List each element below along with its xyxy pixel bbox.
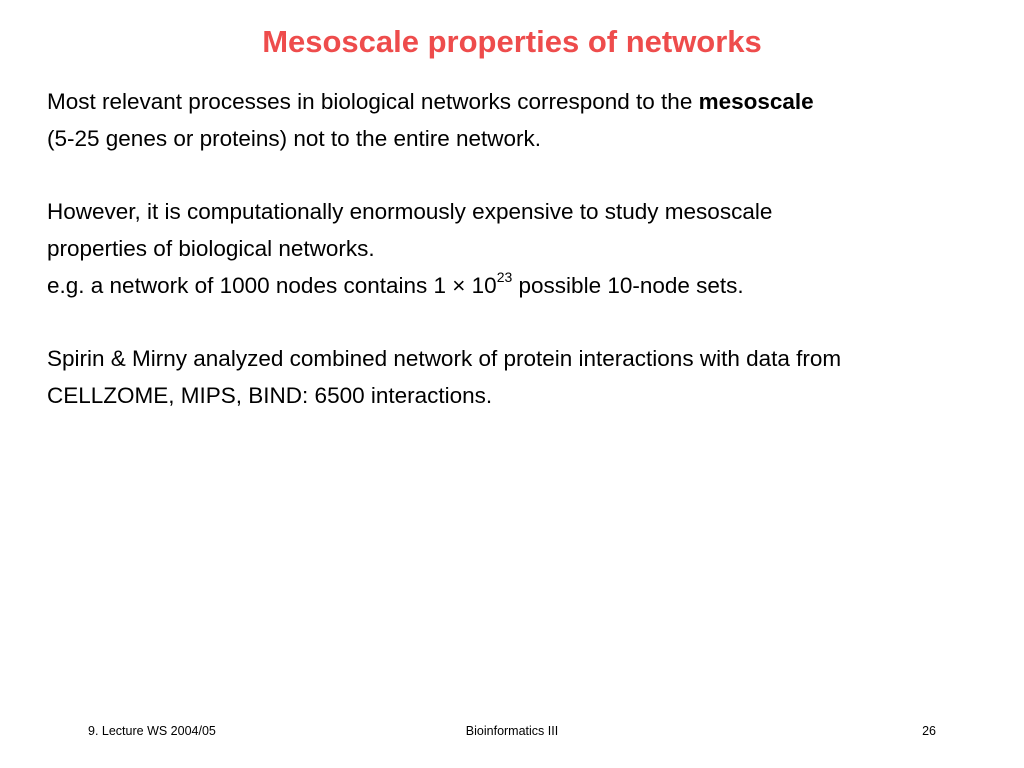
paragraph-line-example — [47, 268, 987, 305]
exponent: 23 — [496, 269, 513, 285]
paragraph-line: properties of biological networks. — [47, 235, 375, 261]
paragraph-line: However, it is computationally enormously expensive to study mesoscale — [47, 199, 773, 225]
footer-course-title: Bioinformatics III — [465, 724, 559, 738]
paragraph-line: Spirin & Mirny analyzed combined network of protein interactions with data from — [47, 345, 842, 371]
footer-page-number: 26 — [922, 724, 936, 738]
slide-body — [47, 84, 987, 414]
times-symbol: × — [452, 272, 466, 298]
footer-lecture-info: 9. Lecture WS 2004/05 — [88, 724, 216, 738]
text-run: e.g. a network of 1000 nodes contains 1 — [47, 272, 453, 298]
paragraph-line — [47, 84, 987, 121]
paragraph-line: (5-25 genes or proteins) not to the entire network. — [47, 125, 542, 151]
paragraph-line: CELLZOME, MIPS, BIND: 6500 interactions. — [47, 382, 493, 408]
slide-title: Mesoscale properties of networks — [262, 24, 762, 59]
text-run: Most relevant processes in biological networks correspond to the — [47, 89, 699, 114]
bold-term-mesoscale: mesoscale — [698, 89, 814, 114]
paragraph-spirin-mirny — [47, 341, 987, 414]
paragraph-mesoscale-definition — [47, 84, 987, 157]
text-run: possible 10-node sets. — [512, 272, 744, 298]
text-run: 10 — [465, 272, 497, 298]
paragraph-computational-cost — [47, 194, 987, 304]
